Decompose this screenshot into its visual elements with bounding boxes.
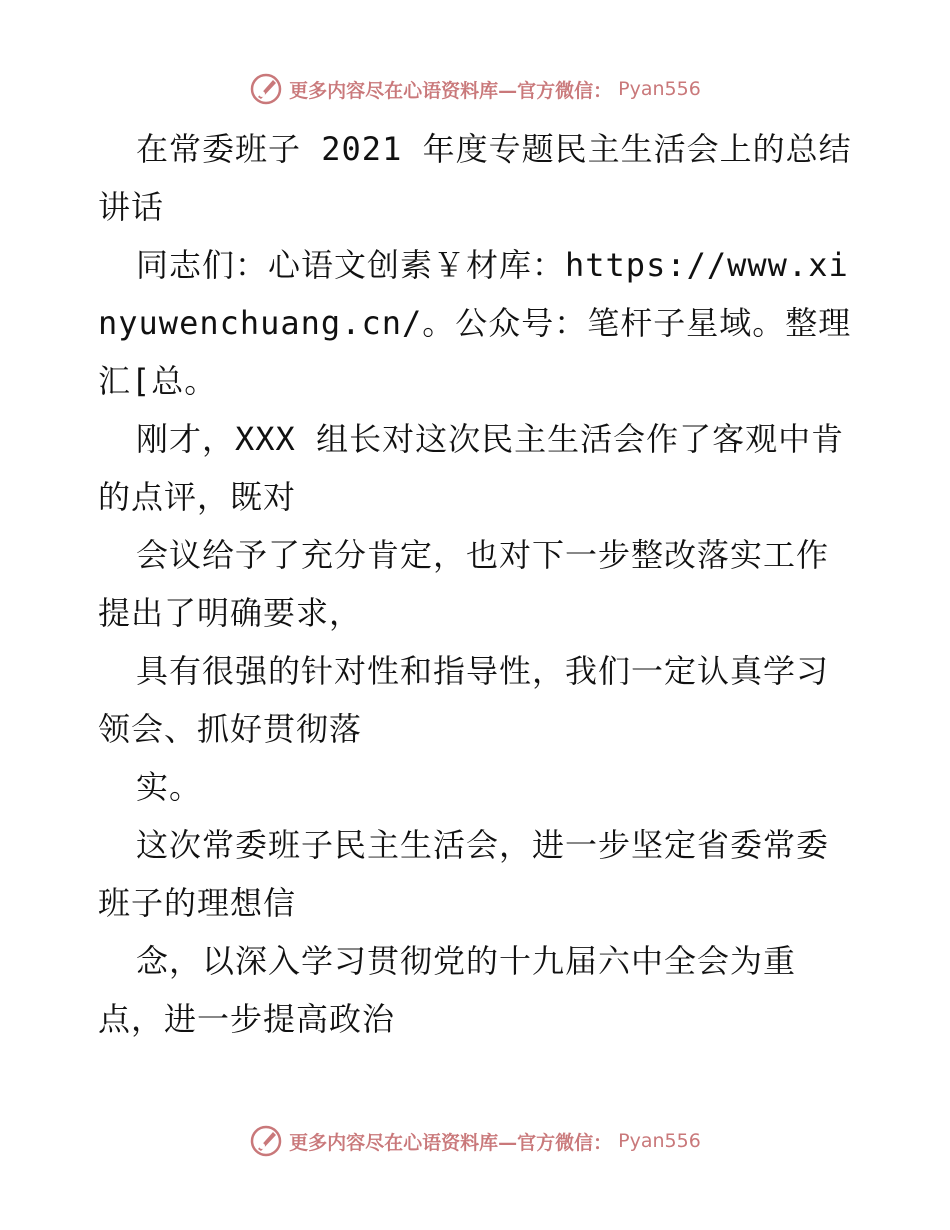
footer-wechat-id: Pyan556 (618, 1130, 701, 1152)
paragraph: 同志们：心语文创素￥材库：https://www.xinyuwenchuang.cn/。公众号：笔杆子星域。整理汇[总。 (98, 246, 852, 400)
paragraph: 具有很强的针对性和指导性，我们一定认真学习领会、抓好贯彻落 (98, 652, 830, 748)
document-title: 在常委班子 2021 年度专题民主生活会上的总结讲话 (98, 130, 852, 226)
paragraph: 实。 (136, 768, 203, 806)
header-banner (0, 72, 950, 106)
header-banner-text: 更多内容尽在心语资料库—官方微信： (289, 79, 613, 102)
header-wechat-id: Pyan556 (618, 78, 701, 100)
paragraph: 会议给予了充分肯定，也对下一步整改落实工作提出了明确要求， (98, 536, 830, 632)
brand-logo-icon (249, 1124, 283, 1158)
paragraph: 刚才，XXX 组长对这次民主生活会作了客观中肯的点评，既对 (98, 420, 845, 516)
brand-logo-icon (249, 72, 283, 106)
paragraph: 这次常委班子民主生活会，进一步坚定省委常委班子的理想信 (98, 826, 830, 922)
document-body (98, 120, 858, 1048)
paragraph: 念，以深入学习贯彻党的十九届六中全会为重点，进一步提高政治 (98, 942, 797, 1038)
footer-banner (0, 1124, 950, 1158)
footer-banner-text: 更多内容尽在心语资料库—官方微信： (289, 1131, 613, 1154)
